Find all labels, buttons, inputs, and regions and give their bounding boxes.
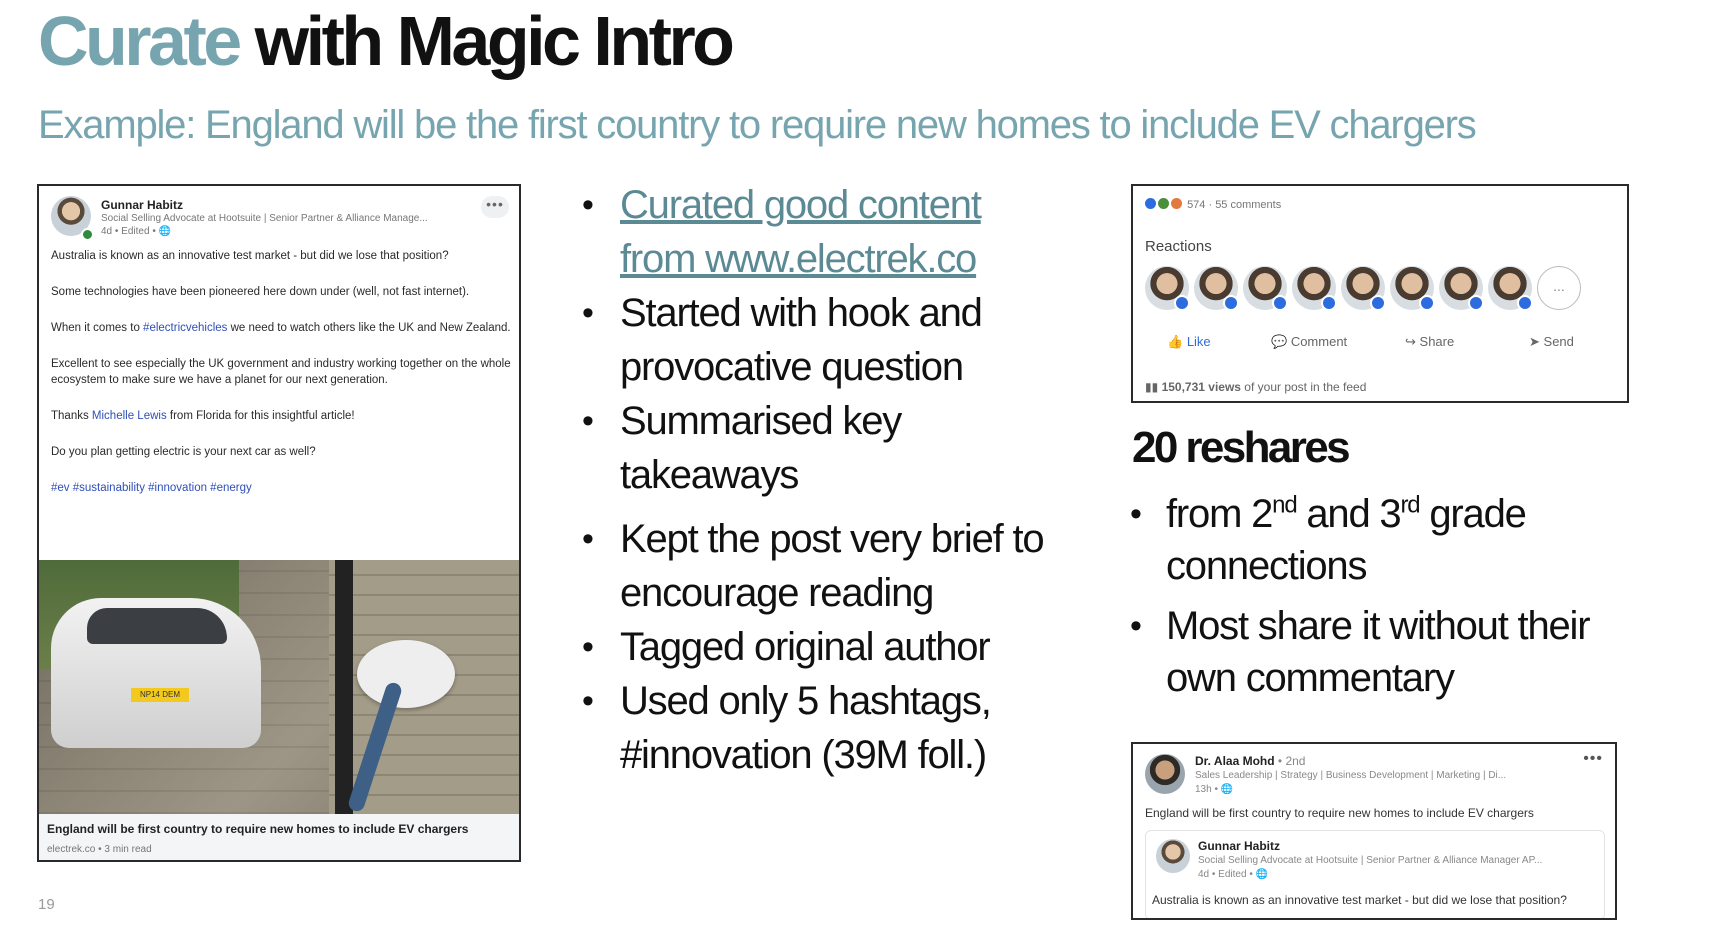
bullet-item: • Summarised key takeaways	[582, 394, 1062, 502]
bullet-curated	[582, 178, 1062, 286]
reshare-post-card	[1131, 742, 1617, 920]
reactor-avatars	[1145, 266, 1586, 310]
post-header	[51, 196, 511, 240]
right-bullets	[1130, 488, 1650, 704]
share-button[interactable]	[1405, 334, 1454, 350]
bullet-item: • Used only 5 hashtags, #innovation (39M foll.)	[582, 674, 1062, 782]
linkedin-post-card	[37, 184, 521, 862]
reshare-text: England will be first country to require new homes to include EV chargers	[1145, 806, 1534, 820]
globe-icon: 🌐	[1220, 784, 1234, 795]
article-link-preview[interactable]	[39, 814, 519, 862]
online-status-dot	[81, 228, 94, 241]
post-paragraph-watch	[51, 320, 511, 336]
title-accent: Curate	[38, 2, 239, 80]
bullet-item: • Tagged original author	[582, 620, 1062, 674]
title-rest: with Magic Intro	[238, 2, 732, 80]
image-charger	[357, 640, 455, 708]
post-paragraph: Some technologies have been pioneered here down under (well, not fast internet).	[51, 286, 470, 298]
bar-chart-icon: ▮▮	[1145, 380, 1159, 394]
send-icon: ➤	[1529, 334, 1540, 349]
reactor-avatar[interactable]	[1292, 266, 1336, 310]
mention-link[interactable]: Michelle Lewis	[91, 410, 167, 422]
hashtag-link[interactable]: #electricvehicles	[143, 322, 228, 334]
image-pipe	[335, 560, 353, 814]
post-paragraph: Excellent to see especially the UK government and industry working together on the whole ecosystem to make sure we have a planet for our next generation.	[51, 358, 511, 386]
more-options-button[interactable]: •••	[1583, 750, 1603, 767]
reactor-avatar[interactable]	[1390, 266, 1434, 310]
celebrate-reaction-icon	[1158, 198, 1169, 209]
ordinal-suffix: rd	[1400, 491, 1420, 519]
reshare-meta	[1195, 784, 1233, 795]
comment-label: Comment	[1290, 334, 1348, 349]
bullet-text: and 3	[1296, 492, 1401, 536]
post-views[interactable]	[1145, 380, 1366, 394]
views-text: of your post in the feed	[1240, 380, 1367, 394]
slide-title	[38, 2, 731, 80]
share-label: Share	[1419, 334, 1455, 349]
reactor-avatar[interactable]	[1439, 266, 1483, 310]
image-car	[51, 598, 261, 748]
original-meta-text: 4d • Edited •	[1198, 869, 1253, 880]
author-name[interactable]: Gunnar Habitz	[101, 198, 184, 212]
post-meta-text: 4d • Edited •	[101, 226, 156, 237]
original-post-embed[interactable]	[1145, 830, 1605, 920]
image-car-window	[87, 608, 227, 644]
reactor-avatar[interactable]	[1145, 266, 1189, 310]
post-image-ev-charging[interactable]	[39, 560, 519, 814]
post-actions-bar	[1133, 334, 1627, 358]
comment-icon: 💬	[1271, 334, 1288, 349]
post-text: from Florida for this insightful article!	[166, 410, 355, 422]
post-text: Thanks	[51, 410, 92, 422]
love-reaction-icon	[1171, 198, 1182, 209]
resharer-name: Dr. Alaa Mohd	[1195, 754, 1275, 768]
resharer-headline: Sales Leadership | Strategy | Business Development | Marketing | Di...	[1195, 770, 1507, 781]
reshare-meta-text: 13h •	[1195, 784, 1218, 795]
page-number: 19	[38, 896, 55, 913]
bullet-item: • Kept the post very brief to encourage reading	[582, 512, 1062, 620]
post-paragraph: Do you plan getting electric is your next car as well?	[51, 446, 316, 458]
resharer-avatar[interactable]	[1145, 754, 1185, 794]
post-paragraph: Australia is known as an innovative test market - but did we lose that position?	[51, 250, 449, 262]
slide-subtitle: Example: England will be the first country to require new homes to include EV chargers	[38, 103, 1476, 147]
reactor-avatar[interactable]	[1243, 266, 1287, 310]
original-author-headline: Social Selling Advocate at Hootsuite | Senior Partner & Alliance Manager AP...	[1198, 855, 1543, 866]
post-hashtags[interactable]: #ev #sustainability #innovation #energy	[51, 482, 252, 494]
reaction-counts-text: 574 · 55 comments	[1187, 199, 1282, 211]
link-line-1: Curated good content	[620, 183, 981, 227]
author-headline: Social Selling Advocate at Hootsuite | Senior Partner & Alliance Manage...	[101, 213, 428, 224]
more-reactors-button[interactable]: ...	[1537, 266, 1581, 310]
article-source: electrek.co • 3 min read	[47, 844, 152, 855]
post-body	[51, 248, 511, 516]
bullet-item: • Started with hook and provocative question	[582, 286, 1062, 394]
reactions-card	[1131, 184, 1629, 403]
reaction-counts[interactable]	[1145, 198, 1281, 211]
more-options-button[interactable]: •••	[481, 196, 509, 218]
like-reaction-icon	[1145, 198, 1156, 209]
link-line-2: from www.electrek.co	[620, 237, 977, 281]
original-author-avatar[interactable]	[1156, 839, 1190, 873]
globe-icon: 🌐	[1255, 869, 1269, 880]
reactor-avatar[interactable]	[1488, 266, 1532, 310]
image-license-plate: NP14 DEM	[131, 688, 189, 702]
bullet-text: from 2	[1166, 492, 1273, 536]
bullet-grade-connections	[1130, 488, 1650, 592]
reshares-heading: 20 reshares	[1132, 423, 1349, 472]
original-post-text: Australia is known as an innovative test market - but did we lose that position?	[1152, 893, 1567, 907]
thumbs-up-icon: 👍	[1167, 334, 1184, 349]
ordinal-suffix: nd	[1272, 491, 1297, 519]
reactor-avatar[interactable]	[1194, 266, 1238, 310]
post-paragraph-thanks	[51, 408, 511, 424]
like-label: Like	[1186, 334, 1211, 349]
globe-icon: 🌐	[158, 226, 172, 237]
connection-degree: • 2nd	[1274, 754, 1306, 768]
share-arrow-icon: ↪	[1405, 334, 1416, 349]
original-post-meta	[1198, 869, 1268, 880]
post-text: When it comes to	[51, 322, 144, 334]
bullet-no-commentary: • Most share it without their own commentary	[1130, 600, 1650, 704]
resharer-name-line[interactable]	[1195, 754, 1305, 768]
post-meta	[101, 226, 171, 237]
like-button[interactable]	[1167, 334, 1211, 350]
article-title[interactable]: England will be first country to require new homes to include EV chargers	[47, 822, 469, 836]
reactor-avatar[interactable]	[1341, 266, 1385, 310]
electrek-link[interactable]	[620, 183, 981, 281]
comment-button[interactable]	[1271, 334, 1347, 350]
views-count: 150,731 views	[1161, 380, 1241, 394]
middle-bullets	[582, 178, 1062, 782]
reactions-title: Reactions	[1145, 238, 1212, 255]
original-author-name[interactable]: Gunnar Habitz	[1198, 839, 1281, 853]
post-text: we need to watch others like the UK and New Zealand.	[227, 322, 511, 334]
send-label: Send	[1543, 334, 1574, 349]
bullet-text: grade connections	[1166, 492, 1526, 588]
send-button[interactable]	[1529, 334, 1574, 350]
